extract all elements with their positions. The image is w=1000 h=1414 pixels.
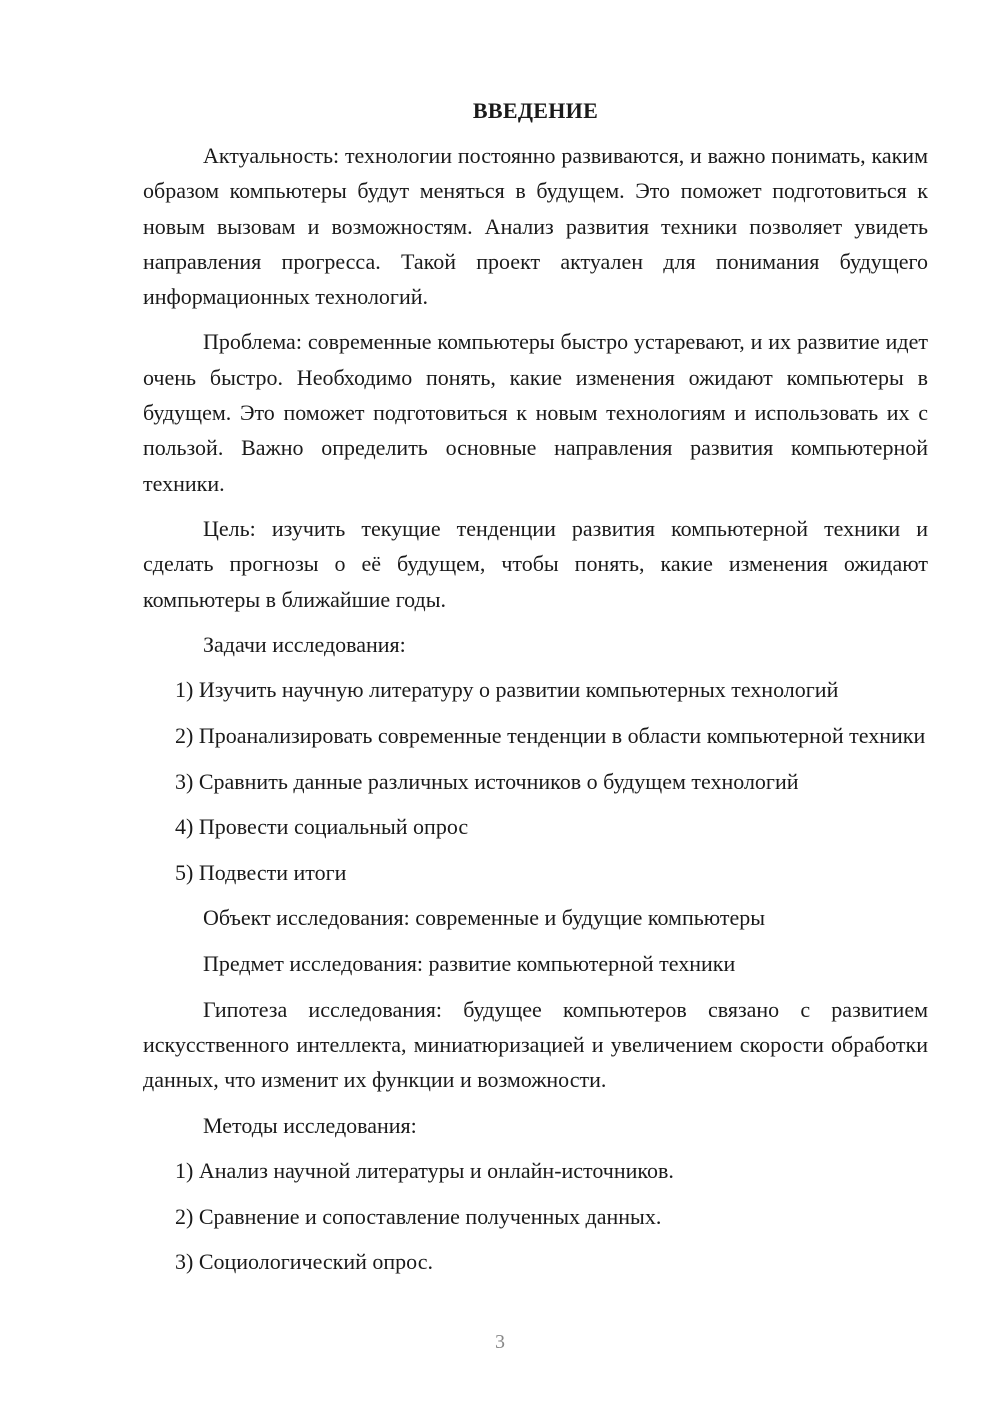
goal-paragraph: Цель: изучить текущие тенденции развития компьютерной техники и сделать прогнозы о её будущем, чтобы понять, какие изменения ожидают компьютеры в ближайшие годы. bbox=[143, 515, 928, 612]
page-number: 3 bbox=[495, 1331, 505, 1353]
task-item: 2) Проанализировать современные тенденции в области компьютерной техники bbox=[175, 723, 926, 749]
page-title: ВВЕДЕНИЕ bbox=[472, 98, 599, 123]
subject-line: Предмет исследования: развитие компьютерной техники bbox=[203, 951, 736, 977]
object-line: Объект исследования: современные и будущие компьютеры bbox=[203, 905, 766, 931]
task-item: 4) Провести социальный опрос bbox=[175, 814, 469, 840]
methods-heading: Методы исследования: bbox=[203, 1112, 417, 1138]
method-item: 3) Социологический опрос. bbox=[175, 1249, 433, 1275]
relevance-paragraph: Актуальность: технологии постоянно развиваются, и важно понимать, каким образом компьютеры будут меняться в будущем. Это поможет подготовиться к новым вызовам и возможностям. Анализ развития техники позволяет увидеть направления прогресса. Такой проект актуален для понимания будущего информационных технологий. bbox=[143, 143, 928, 310]
document-page bbox=[143, 96, 928, 1290]
method-item: 1) Анализ научной литературы и онлайн-источников. bbox=[175, 1158, 674, 1184]
tasks-heading: Задачи исследования: bbox=[203, 631, 406, 657]
problem-paragraph: Проблема: современные компьютеры быстро устаревают, и их развитие идет очень быстро. Необходимо понять, какие изменения ожидают компьютеры в будущем. Это поможет подготовиться к новым технологиям и использовать их с пользой. Важно определить основные направления развития компьютерной техники. bbox=[143, 329, 928, 496]
task-item: 3) Сравнить данные различных источников о будущем технологий bbox=[175, 768, 799, 794]
method-item: 2) Сравнение и сопоставление полученных данных. bbox=[175, 1203, 662, 1229]
task-item: 1) Изучить научную литературу о развитии компьютерных технологий bbox=[175, 677, 839, 703]
hypothesis-paragraph: Гипотеза исследования: будущее компьютеров связано с развитием искусственного интеллекта, миниатюризацией и увеличением скорости обработки данных, что изменит их функции и возможности. bbox=[143, 996, 928, 1093]
task-item: 5) Подвести итоги bbox=[175, 859, 347, 885]
